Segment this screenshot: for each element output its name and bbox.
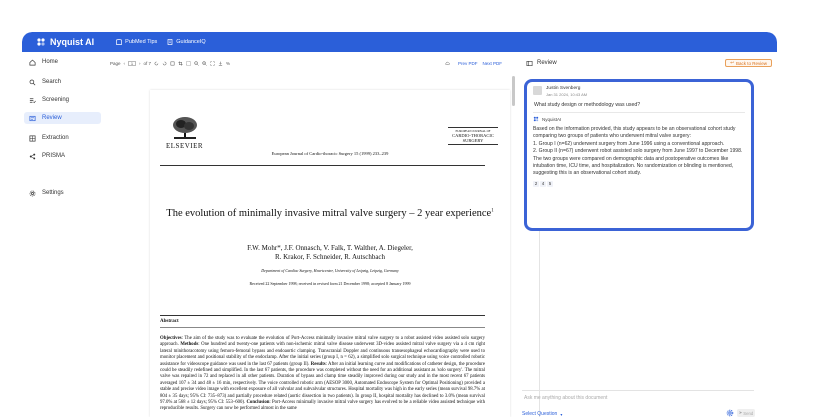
- sidebar-item-search[interactable]: [24, 76, 101, 88]
- review-header: [518, 57, 777, 69]
- cloud-icon[interactable]: [445, 61, 450, 66]
- sidebar-item-extraction[interactable]: [24, 132, 101, 144]
- page-label: Page: [110, 60, 121, 66]
- document-icon: [167, 39, 173, 45]
- pdf-viewer: [110, 52, 510, 417]
- abstract-label: Methods: [180, 342, 199, 348]
- rotate-right-icon[interactable]: [162, 61, 167, 66]
- message-divider: [533, 112, 745, 113]
- sidebar-item-label: Review: [42, 115, 62, 121]
- next-pdf-link[interactable]: [482, 61, 502, 66]
- paper-title: [160, 208, 500, 219]
- sidebar-item-home[interactable]: [24, 56, 101, 68]
- fit-page-icon[interactable]: [170, 61, 175, 66]
- pdf-toolbar: [110, 58, 510, 68]
- sidebar-item-label: Extraction: [42, 135, 69, 141]
- avatar: [533, 86, 542, 95]
- journal-citation: European Journal of Cardio-thoracic Surgery 15 (1999) 233–239: [271, 151, 389, 156]
- next-page-icon[interactable]: ›: [139, 60, 141, 66]
- review-icon: [29, 115, 36, 122]
- search-icon: [29, 79, 36, 86]
- back-label: Back to Review: [735, 60, 767, 66]
- abstract-rule: [160, 315, 485, 316]
- select-question-dropdown[interactable]: [522, 411, 562, 417]
- brand[interactable]: [36, 37, 94, 47]
- fullscreen-icon[interactable]: [210, 61, 215, 66]
- bot-name: NyquistAI: [542, 116, 562, 122]
- authors: [160, 244, 500, 262]
- abstract-label: Results: [310, 361, 326, 367]
- elsevier-tree-logo: [170, 116, 200, 140]
- home-icon: [29, 59, 36, 66]
- pubmed-icon: [116, 39, 122, 45]
- sidebar-item-label: Home: [42, 59, 59, 65]
- next-pdf-label: Next PDF: [482, 60, 502, 66]
- received-dates: Received 22 September 1998; received in revised form 21 December 1998; accepted 8 January 1999: [249, 281, 411, 286]
- sidebar-item-label: Settings: [42, 190, 64, 196]
- ask-placeholder: Ask me anything about this document: [524, 395, 608, 401]
- user-message-header: [533, 86, 745, 97]
- back-icon: ↩: [730, 60, 734, 65]
- abstract-text: : Port-Access minimally invasive mitral valve surgery has evolved to be a reliable video assisted technique with reproducible results. Surgery can now be performed almost in the same: [160, 400, 485, 412]
- sidebar-item-screening[interactable]: [24, 94, 101, 106]
- zoom-in-icon[interactable]: [202, 61, 207, 66]
- abstract-body: [160, 336, 485, 413]
- answer-paragraph: Based on the information provided, this study appears to be an observational cohort study comparing two groups of patients who underwent mitral valve surgery:: [533, 126, 736, 140]
- page-ref-chip[interactable]: 4: [541, 181, 545, 187]
- affiliation: Department of Cardiac Surgery, Heartcenter, University of Leipzig, Leipzig, Germany: [261, 268, 399, 273]
- abstract-label: Objectives: [160, 336, 182, 341]
- masthead-line2: SURGERY: [462, 137, 484, 143]
- app-window: [22, 32, 777, 417]
- bot-message-header: [533, 116, 745, 122]
- crop-icon[interactable]: [178, 61, 183, 66]
- download-icon[interactable]: [218, 61, 223, 66]
- page-total: of 7: [143, 60, 152, 66]
- back-to-review-button[interactable]: [725, 59, 772, 67]
- send-label: Send: [743, 410, 754, 416]
- nyquist-logo-icon: [533, 116, 539, 122]
- answer-paragraph: 2. Group II (n=67) underwent robot assisted solo surgery from June 1997 to December 1998.: [533, 148, 743, 155]
- sidebar-item-label: Search: [42, 79, 62, 85]
- sidebar-item-label: Screening: [42, 97, 70, 103]
- sidebar-item-label: PRISMA: [42, 153, 66, 159]
- answer-paragraph: 1. Group I (n=62) underwent surgery from June 1996 using a conventional approach.: [533, 140, 725, 147]
- answer-paragraph: The two groups were compared on demographic data and postoperative outcomes like intubation time, ICU time, and hospitalization. No randomization or blinding is mentioned, suggesting this is an observational cohort study.: [533, 155, 734, 177]
- prev-pdf-link[interactable]: [458, 61, 478, 66]
- bot-answer: [533, 126, 745, 178]
- review-panel-icon: [526, 60, 533, 67]
- toplink-guidanceiq[interactable]: [167, 39, 205, 45]
- user-question: What study design or methodology was used?: [534, 101, 641, 108]
- chevron-down-icon: ▾: [560, 411, 563, 417]
- authors-line2: R. Krakor, F. Schneider, R. Autschbach: [274, 253, 386, 261]
- toplink-label: GuidanceIQ: [176, 39, 206, 45]
- screening-icon: [29, 97, 36, 104]
- masthead-rule: [448, 144, 498, 145]
- pdf-scrollbar[interactable]: [512, 76, 515, 106]
- extraction-icon: [29, 135, 36, 142]
- share-icon: [29, 153, 36, 160]
- review-title: Review: [537, 60, 557, 66]
- paper-title-text: The evolution of minimally invasive mitral valve surgery – 2 year experience: [166, 208, 492, 219]
- page-references: [533, 181, 745, 187]
- masthead-rule: [448, 127, 498, 128]
- header-rule: [160, 165, 485, 166]
- prev-pdf-label: Prev PDF: [457, 60, 478, 66]
- abstract-text: : The aim of the study was to evaluate the evolution of Port-Access minimally invasive mitral valve surgery to a robot assisted video assisted solo surgery approach.: [160, 336, 485, 348]
- sidebar-item-review[interactable]: [24, 112, 101, 124]
- user-meta: [546, 86, 587, 97]
- gear-icon: [29, 190, 36, 197]
- sidebar-item-prisma[interactable]: [24, 150, 101, 162]
- page-ref-chip[interactable]: 5: [548, 181, 552, 187]
- nyquist-logo-icon: [36, 37, 46, 47]
- user-name: Justin Svenberg: [546, 86, 581, 91]
- abstract-heading: Abstract: [160, 319, 179, 324]
- ask-input[interactable]: [522, 390, 754, 406]
- select-icon[interactable]: [186, 61, 191, 66]
- masthead-small: EUROPEAN JOURNAL OF: [455, 128, 491, 133]
- prev-page-icon[interactable]: ‹: [123, 60, 126, 66]
- send-button[interactable]: [737, 409, 755, 417]
- journal-masthead: [448, 126, 498, 145]
- abstract-text: : One hundred and twenty-one patients with non-ischemic mitral valve disease underwent 3D-video assisted mitral valve surgery via a 4 cm right lateral minithoracotomy using femoro-femoral bypass and endoaortic clamping. Transcranial Doppler and continuous transesophageal echocardiography were used to monitor placement and positional stability of the endoclamp. After the initial series (group I, n = 62), a simplified solo surgical technique using voice controlled robotic assistance for videoscope guidance was used in the last 67 patients (group II).: [160, 342, 485, 367]
- zoom-level[interactable]: %: [226, 60, 231, 66]
- pdf-nav: [445, 61, 502, 66]
- sidebar: [22, 52, 104, 417]
- toplink-label: PubMed Tips: [125, 39, 158, 45]
- rotate-left-icon[interactable]: [154, 61, 159, 66]
- zoom-out-icon[interactable]: [194, 61, 199, 66]
- app-name: Nyquist AI: [50, 37, 95, 47]
- pdf-page: [150, 90, 510, 417]
- settings-gear-icon[interactable]: [726, 409, 734, 417]
- toplink-pubmed-tips[interactable]: [116, 39, 157, 45]
- select-question-label: Select Question: [522, 411, 558, 417]
- page-ref-chip[interactable]: 2: [534, 181, 538, 187]
- masthead-line1: CARDIO-THORACIC: [452, 132, 494, 138]
- top-bar: [22, 32, 777, 52]
- abstract-label: Conclusion: [246, 400, 270, 406]
- page-number-input[interactable]: 1: [128, 61, 136, 66]
- chat-thread: [524, 79, 754, 231]
- message-timestamp: Jan 31 2024, 10:43 AM: [546, 91, 588, 97]
- authors-line1: F.W. Mohr*, J.F. Onnasch, V. Falk, T. Walther, A. Diegeler,: [247, 244, 413, 252]
- abstract-text: : After an initial learning curve and modifications of catheter design, the procedure could be steadily redefined and simplified. In the last 67 patients, the procedure was completed without the need for an additional assistant as 'solo surgery'. The mitral valve was repaired in 72 and replaced in all other patients. Duration of bypass and clamp time steadily improved during our study and in the most recent 67 patients averaged 107 ± 34 and 48 ± 16 min, respectively. The voice controlled robotic arm (AESOP 3000, Automated Endoscope System for Optimal Positioning) provided a stable and precise video image with excellent exposure of all valvular and subvalvular structures. Hospital mortality was high in the early series (mean survival 98.7% at 804 ± 35 days; 95% CI: 735–873) and partially procedure related (aortic dissection in two patients). In group II, hospital mortality has declined to 3.0% (mean survival 97.0% at 568 ± 12 days; 95% CI: 553–600).: [160, 361, 486, 406]
- publisher-name: ELSEVIER: [166, 142, 204, 150]
- title-footnote: 1: [491, 208, 494, 214]
- sidebar-item-settings[interactable]: [24, 187, 101, 199]
- review-panel: [518, 52, 777, 417]
- send-icon: ➤: [738, 410, 743, 415]
